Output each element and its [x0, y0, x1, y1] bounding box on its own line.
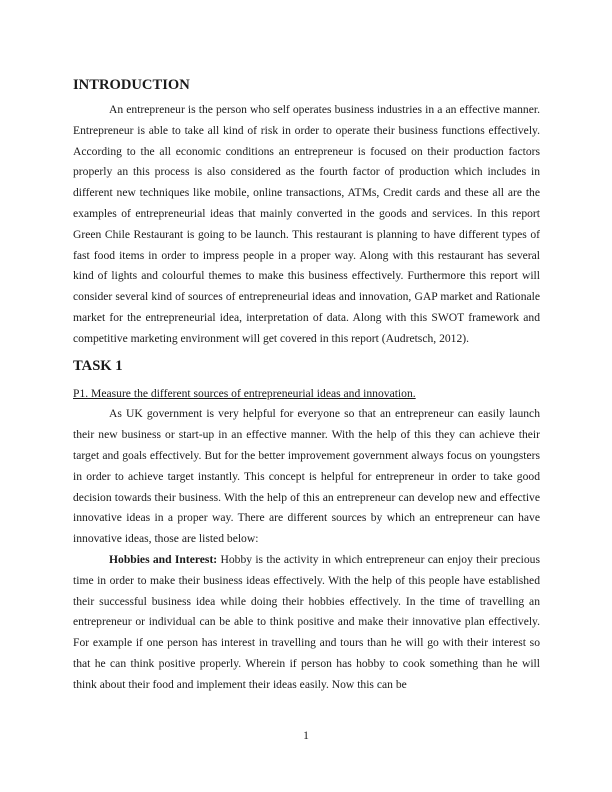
introduction-paragraph: An entrepreneur is the person who self operates business industries in a an effective manner. Entrepreneur is able to take all kind of risk in order to operate their business functions effectively. According to the all economic conditions an entrepreneur is focused on their production factors properly an this process is also considered as the fourth factor of production which includes in different new techniques like mobile, online transactions, ATMs, Credit cards and these all are the examples of entrepreneurial ideas that mainly converted in the goods and services. In this report Green Chile Restaurant is going to be launch. This restaurant is planning to have different types of fast food items in order to impress people in a proper way. Along with this restaurant has several kind of lights and colourful themes to make this business effectively. Furthermore this report will consider several kind of sources of entrepreneurial ideas and innovation, GAP market and Rationale market for the entrepreneurial idea, interpretation of data. Along with this SWOT framework and competitive marketing environment will get covered in this report (Audretsch, 2012). [73, 103, 540, 345]
task1-paragraph: As UK government is very helpful for everyone so that an entrepreneur can easily launch their new business or start-up in an effective manner. With the help of this they can achieve their target and goals effectively. But for the better improvement government always focus on youngsters in order to achieve target instantly. This concept is helpful for entrepreneur in order to take good decision towards their business. With the help of this an entrepreneur can develop new and effective innovative ideas in a proper way. There are different sources by which an entrepreneur can have innovative ideas, those are listed below: [73, 407, 540, 546]
task1-heading: TASK 1 [73, 357, 123, 374]
hobbies-text: Hobby is the activity in which entrepreneur can enjoy their precious time in order to make their business ideas effectively. With the help of this people have established their successful business idea while doing their hobbies effectively. In the time of travelling an entrepreneur or individual can be able to think positive and make their innovative plan effectively. For example if one person has interest in travelling and tours than he will go with their interest so that he can think positive properly. Wherein if person has hobby to cook something than he will think about their food and implement their ideas easily. Now this can be [73, 552, 540, 691]
introduction-heading: INTRODUCTION [73, 77, 190, 93]
hobbies-label: Hobbies and Interest: [109, 552, 218, 566]
page-number: 1 [303, 729, 309, 742]
task1-subheading: P1. Measure the different sources of entrepreneurial ideas and innovation. [73, 386, 416, 400]
hobbies-paragraph [73, 550, 540, 696]
document-page [73, 74, 540, 696]
